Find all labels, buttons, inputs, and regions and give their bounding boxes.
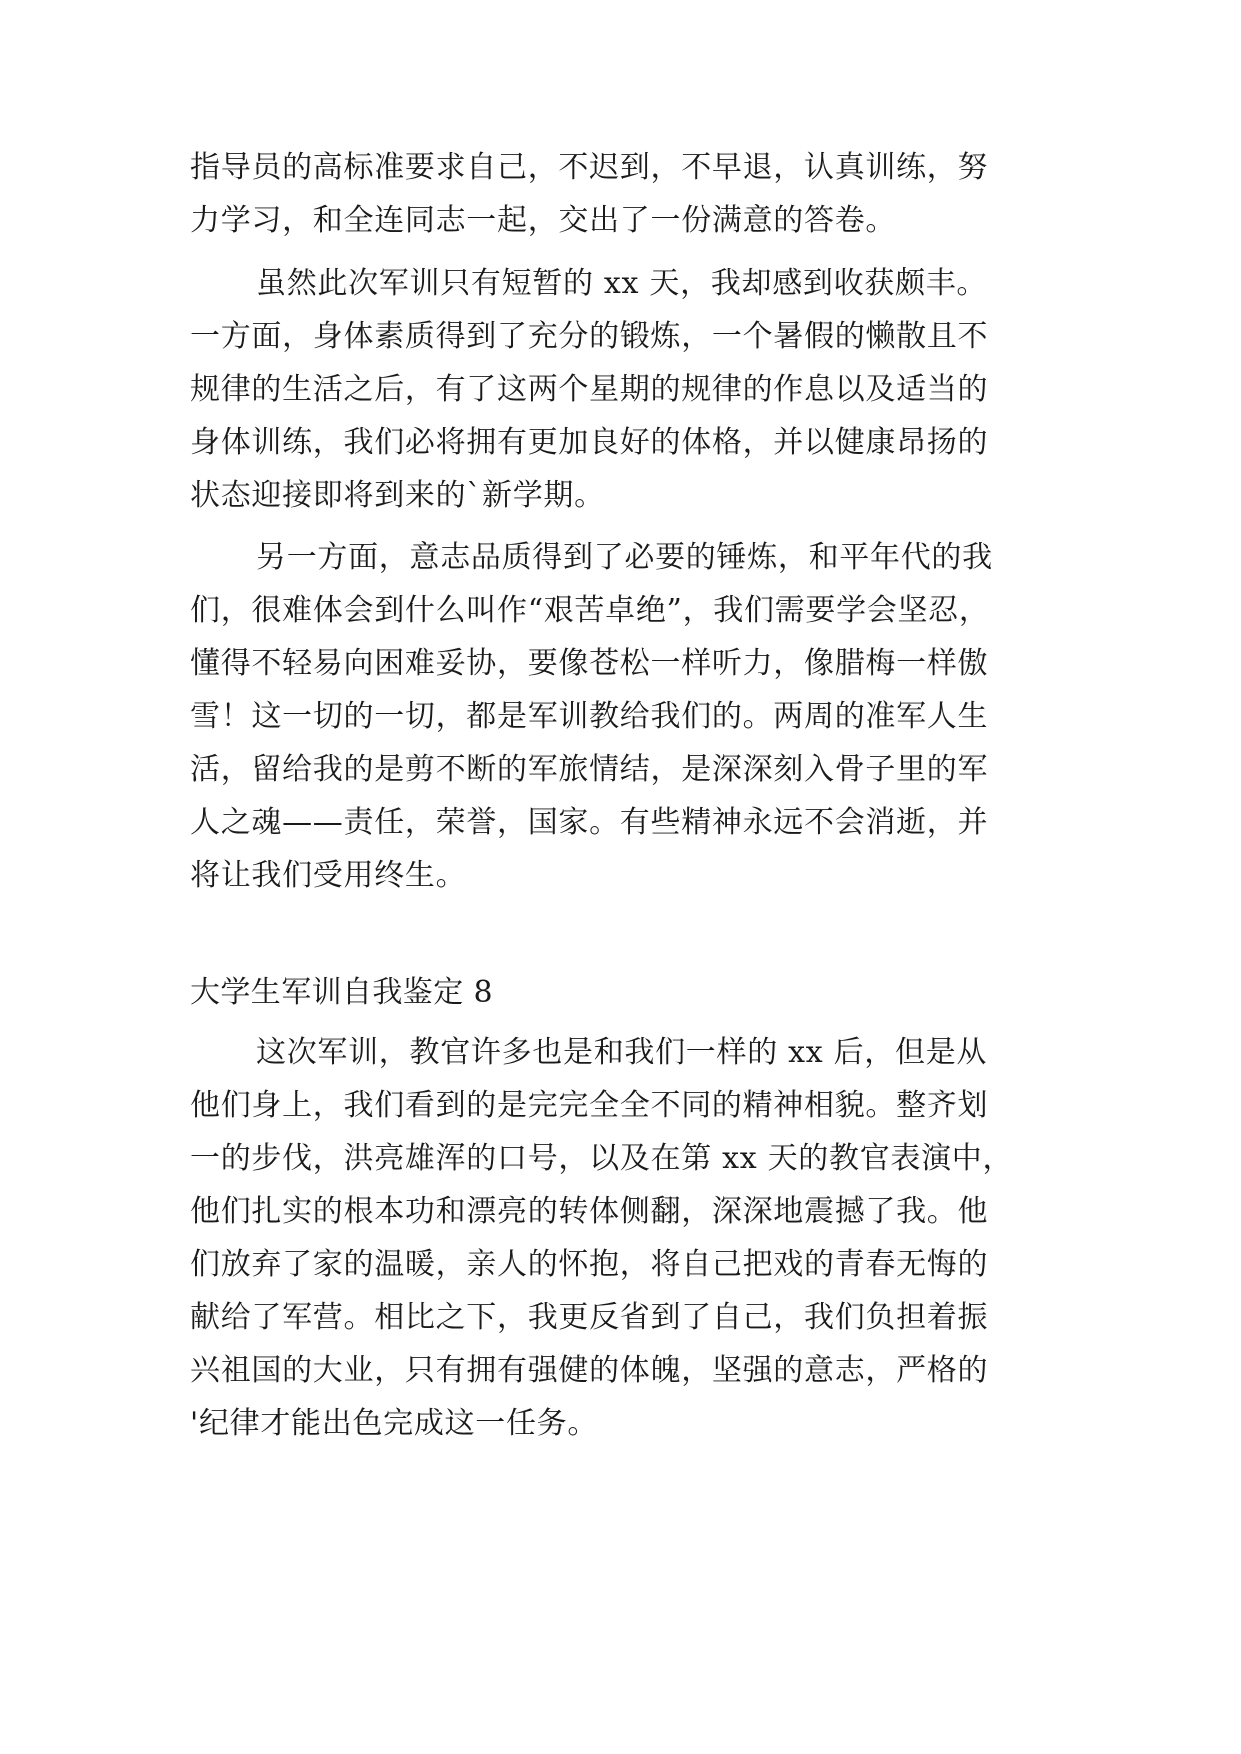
paragraph-line: 活，留给我的是剪不断的军旅情结，是深深刻入骨子里的军 (190, 752, 989, 787)
paragraph-line: 另一方面，意志品质得到了必要的锤炼，和平年代的我 (256, 540, 993, 575)
paragraph-line: 一方面，身体素质得到了充分的锻炼，一个暑假的懒散且不 (190, 319, 989, 354)
paragraph-line: 一的步伐，洪亮雄浑的口号，以及在第 xx 天的教官表演中， (190, 1141, 1014, 1176)
paragraph-line: 这次军训，教官许多也是和我们一样的 xx 后，但是从 (256, 1035, 988, 1070)
paragraph-line: 兴祖国的大业，只有拥有强健的体魄，坚强的意志，严格的 (190, 1353, 989, 1388)
paragraph-line: 们放弃了家的温暖，亲人的怀抱，将自己把戏的青春无悔的 (190, 1247, 989, 1282)
paragraph-line: 规律的生活之后，有了这两个星期的规律的作息以及适当的 (190, 372, 989, 407)
paragraph-line: 献给了军营。相比之下，我更反省到了自己，我们负担着振 (190, 1300, 989, 1335)
paragraph-line: 懂得不轻易向困难妥协，要像苍松一样听力，像腊梅一样傲 (190, 646, 989, 681)
paragraph-line: 他们身上，我们看到的是完完全全不同的精神相貌。整齐划 (190, 1088, 989, 1123)
paragraph-line: 雪！这一切的一切，都是军训教给我们的。两周的准军人生 (190, 699, 989, 734)
paragraph-line: 指导员的高标准要求自己，不迟到，不早退，认真训练，努 (190, 150, 989, 185)
paragraph-line: 力学习，和全连同志一起，交出了一份满意的答卷。 (190, 203, 897, 238)
paragraph-line: 虽然此次军训只有短暂的 xx 天，我却感到收获颇丰。 (256, 266, 988, 301)
paragraph-line: 们，很难体会到什么叫作“艰苦卓绝”，我们需要学会坚忍， (190, 593, 990, 628)
paragraph-line: 他们扎实的根本功和漂亮的转体侧翻，深深地震撼了我。他 (190, 1194, 989, 1229)
paragraph-line: 状态迎接即将到来的`新学期。 (190, 478, 605, 513)
section-heading: 大学生军训自我鉴定 8 (190, 975, 494, 1010)
paragraph-line: 将让我们受用终生。 (190, 858, 467, 893)
paragraph-line: 身体训练，我们必将拥有更加良好的体格，并以健康昂扬的 (190, 425, 989, 460)
paragraph-line: '纪律才能出色完成这一任务。 (190, 1406, 599, 1441)
paragraph-line: 人之魂——责任，荣誉，国家。有些精神永远不会消逝，并 (190, 805, 989, 840)
